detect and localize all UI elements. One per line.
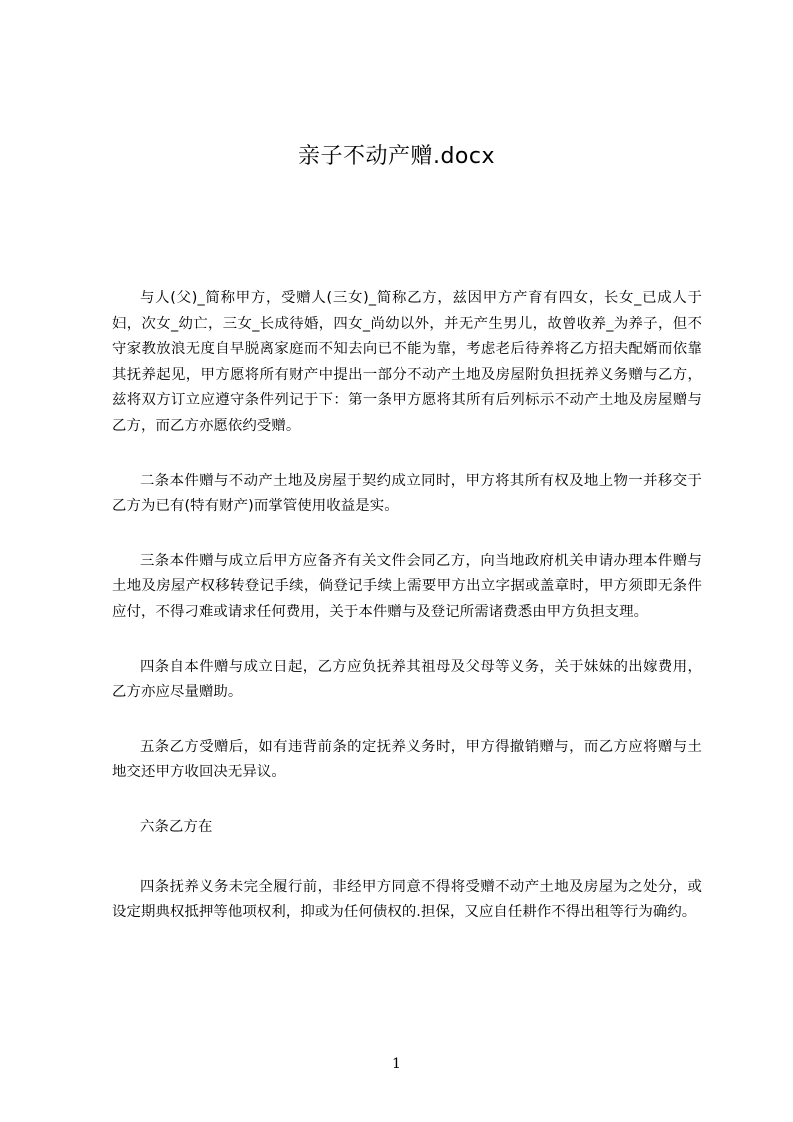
page-number: 1 — [392, 1056, 401, 1072]
paragraph-article-6: 六条乙方在 — [140, 818, 213, 835]
paragraph-article-4-continued: 四条抚养义务未完全履行前，非经甲方同意不得将受赠不动产土地及房屋为之处分，或设定期典权抵押等他项权利，抑或为任何债权的.担保，又应自任耕作不得出租等行为确约。 — [112, 878, 702, 921]
paragraph-article-5: 五条乙方受赠后，如有违背前条的定抚养义务时，甲方得撤销赠与，而乙方应将赠与土地交还甲方收回决无异议。 — [112, 738, 702, 781]
paragraph-article-3: 三条本件赠与成立后甲方应备齐有关文件会同乙方，向当地政府机关申请办理本件赠与土地及房屋产权移转登记手续，倘登记手续上需要甲方出立字据或盖章时，甲方须即无条件应付，不得刁难或请求任何费用，关于本件赠与及登记所需诸费悉由甲方负担支理。 — [112, 552, 702, 620]
paragraph-article-4: 四条自本件赠与成立日起，乙方应负抚养其祖母及父母等义务，关于妹妹的出嫁费用，乙方亦应尽量赠助。 — [112, 658, 702, 701]
paragraph-preamble-article-1: 与人(父)_简称甲方，受赠人(三女)_简称乙方，兹因甲方产育有四女，长女_已成人于妇，次女_幼亡，三女_长成待婚，四女_尚幼以外，并无产生男儿，故曾收养_为养子，但不守家教放浪无度自早脱离家庭而不知去向已不能为靠，考虑老后待养将乙方招夫配婿而依靠其抚养起见，甲方愿将所有财产中提出一部分不动产土地及房屋附负担抚养义务赠与乙方，兹将双方订立应遵守条件列记于下：第一条甲方愿将其所有后列标示不动产土地及房屋赠与乙方，而乙方亦愿依约受赠。 — [112, 290, 702, 434]
document-body — [112, 286, 702, 955]
document-title: 亲子不动产赠.docx — [297, 144, 496, 169]
paragraph-article-2: 二条本件赠与不动产土地及房屋于契约成立同时，甲方将其所有权及地上物一并移交于乙方为已有(特有财产)而掌管使用收益是实。 — [112, 472, 702, 515]
